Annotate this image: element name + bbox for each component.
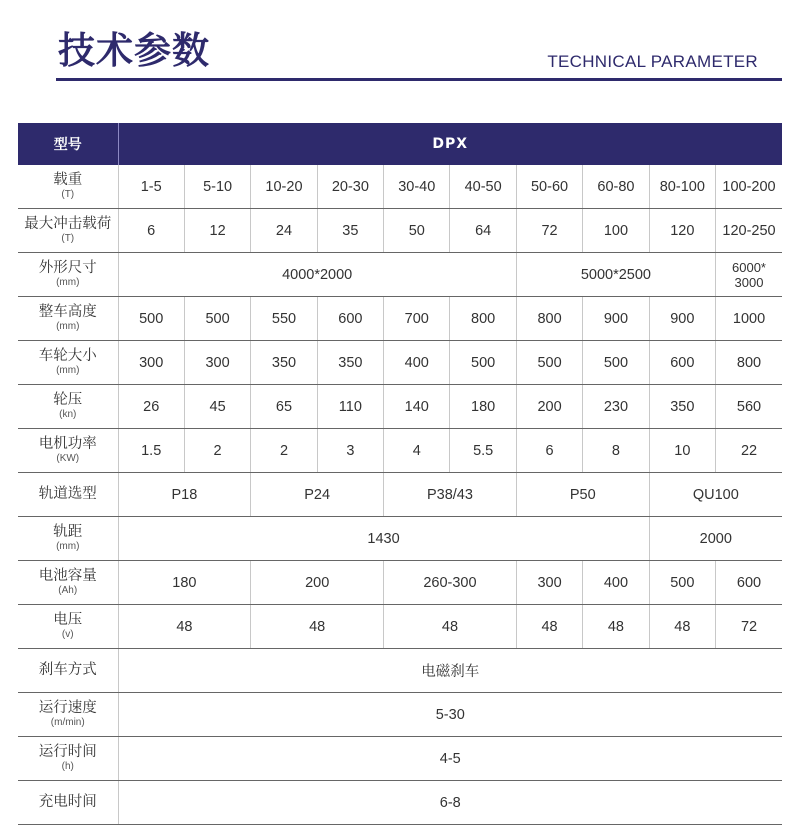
table-cell: 400: [583, 561, 649, 605]
row-label-unit: (T): [61, 233, 75, 244]
table-cell: 40-50: [450, 165, 516, 209]
table-cell: P50: [516, 473, 649, 517]
title-divider: [56, 78, 782, 81]
table-cell: 300: [118, 341, 184, 385]
table-cell: 300: [516, 561, 582, 605]
table-cell: 800: [716, 341, 782, 385]
table-cell: 6-8: [118, 781, 782, 825]
table-cell: 60-80: [583, 165, 649, 209]
table-cell: 100: [583, 209, 649, 253]
spec-table: [18, 123, 782, 825]
row-label-unit: (KW): [56, 453, 80, 464]
table-cell: 26: [118, 385, 184, 429]
table-cell: 20-30: [317, 165, 383, 209]
table-cell: 4-5: [118, 737, 782, 781]
table-cell: 2: [184, 429, 250, 473]
table-header-row: [18, 123, 782, 165]
row-label-unit: (mm): [56, 541, 80, 552]
table-cell: 500: [184, 297, 250, 341]
page-subtitle: TECHNICAL PARAMETER: [547, 52, 758, 71]
row-label: [18, 649, 118, 693]
row-label-text: 刹车方式: [38, 662, 97, 678]
row-label: [18, 253, 118, 297]
table-cell: 64: [450, 209, 516, 253]
table-cell: 电磁刹车: [118, 649, 782, 693]
table-cell: 500: [450, 341, 516, 385]
table-cell: 48: [649, 605, 715, 649]
row-label-text: 载重: [53, 172, 83, 188]
table-row-track-gauge: [18, 517, 782, 561]
row-label: [18, 693, 118, 737]
table-cell: 5-10: [184, 165, 250, 209]
table-cell: 6: [118, 209, 184, 253]
table-cell: 2000: [649, 517, 782, 561]
table-cell: P38/43: [384, 473, 517, 517]
table-row-voltage: [18, 605, 782, 649]
row-label-unit: (mm): [56, 365, 80, 376]
row-label: [18, 385, 118, 429]
table-cell: 3: [317, 429, 383, 473]
row-label-unit: (h): [61, 761, 74, 772]
table-cell: 48: [583, 605, 649, 649]
row-label: [18, 429, 118, 473]
table-cell: 50-60: [516, 165, 582, 209]
table-cell: 72: [516, 209, 582, 253]
row-label-text: 电压: [53, 612, 83, 628]
table-cell: 800: [516, 297, 582, 341]
table-cell: 65: [251, 385, 317, 429]
table-cell: 48: [251, 605, 384, 649]
table-cell: 8: [583, 429, 649, 473]
table-row-wheel-size: [18, 341, 782, 385]
table-cell: 35: [317, 209, 383, 253]
row-label-text: 轮压: [53, 392, 83, 408]
row-label-text: 车轮大小: [38, 348, 97, 364]
table-row-motor-power: [18, 429, 782, 473]
table-cell: 6: [516, 429, 582, 473]
table-cell: 5.5: [450, 429, 516, 473]
table-cell: 48: [384, 605, 517, 649]
table-cell: QU100: [649, 473, 782, 517]
table-cell: 12: [184, 209, 250, 253]
table-row-charge-time: [18, 781, 782, 825]
table-cell: 10: [649, 429, 715, 473]
table-cell: 22: [716, 429, 782, 473]
table-cell: 48: [118, 605, 251, 649]
table-cell: 500: [583, 341, 649, 385]
row-label-unit: (mm): [56, 321, 80, 332]
table-cell: 900: [583, 297, 649, 341]
table-cell: 1.5: [118, 429, 184, 473]
table-row-battery: [18, 561, 782, 605]
table-cell: 200: [251, 561, 384, 605]
table-cell: 180: [450, 385, 516, 429]
table-cell: 100-200: [716, 165, 782, 209]
row-label: [18, 517, 118, 561]
table-cell: 120: [649, 209, 715, 253]
table-cell: 200: [516, 385, 582, 429]
table-cell: 900: [649, 297, 715, 341]
table-cell: 1-5: [118, 165, 184, 209]
table-row-height: [18, 297, 782, 341]
table-cell: [716, 253, 782, 297]
row-label-text: 充电时间: [38, 794, 97, 810]
row-label-text: 运行时间: [38, 744, 97, 760]
table-cell: 350: [251, 341, 317, 385]
table-cell: P24: [251, 473, 384, 517]
table-cell: 72: [716, 605, 782, 649]
table-cell: 10-20: [251, 165, 317, 209]
row-label: [18, 297, 118, 341]
table-cell: 500: [118, 297, 184, 341]
table-cell: 550: [251, 297, 317, 341]
row-label: [18, 605, 118, 649]
cell-line: 3000: [734, 274, 764, 290]
table-cell: 1000: [716, 297, 782, 341]
row-label-text: 外形尺寸: [38, 260, 97, 276]
row-label-text: 整车高度: [38, 304, 97, 320]
row-label-unit: (kn): [59, 409, 77, 420]
table-cell: 4: [384, 429, 450, 473]
table-cell: 700: [384, 297, 450, 341]
table-cell: 5000*2500: [516, 253, 715, 297]
table-cell: 500: [516, 341, 582, 385]
row-label-unit: (Ah): [58, 585, 78, 596]
row-label-text: 轨道选型: [38, 486, 97, 502]
table-cell: 120-250: [716, 209, 782, 253]
row-label: [18, 561, 118, 605]
table-cell: P18: [118, 473, 251, 517]
row-label: [18, 781, 118, 825]
row-label: [18, 209, 118, 253]
row-label-text: 最大冲击载荷: [24, 216, 112, 232]
row-label-unit: (v): [61, 629, 74, 640]
header-label-cell: 型号: [18, 123, 118, 165]
table-cell: 140: [384, 385, 450, 429]
table-row-load: [18, 165, 782, 209]
table-cell: 110: [317, 385, 383, 429]
row-label-unit: (T): [61, 189, 75, 200]
table-cell: 230: [583, 385, 649, 429]
table-row-wheel-load: [18, 385, 782, 429]
row-label-unit: (m/min): [50, 717, 85, 728]
row-label-text: 电池容量: [38, 568, 97, 584]
row-label: [18, 473, 118, 517]
table-cell: 4000*2000: [118, 253, 516, 297]
row-label-unit: (mm): [56, 277, 80, 288]
table-cell: 24: [251, 209, 317, 253]
table-cell: 2: [251, 429, 317, 473]
table-cell: 50: [384, 209, 450, 253]
table-row-brake: [18, 649, 782, 693]
table-row-speed: [18, 693, 782, 737]
row-label-text: 电机功率: [38, 436, 97, 452]
table-cell: 260-300: [384, 561, 517, 605]
table-cell: 30-40: [384, 165, 450, 209]
table-cell: 1430: [118, 517, 649, 561]
table-cell: 560: [716, 385, 782, 429]
table-cell: 800: [450, 297, 516, 341]
row-label: [18, 165, 118, 209]
table-cell: 350: [649, 385, 715, 429]
table-cell: 5-30: [118, 693, 782, 737]
table-cell: 80-100: [649, 165, 715, 209]
table-cell: 600: [716, 561, 782, 605]
table-row-run-time: [18, 737, 782, 781]
table-cell: 600: [649, 341, 715, 385]
row-label-text: 轨距: [53, 524, 83, 540]
header-model-cell: DPX: [118, 123, 782, 165]
table-cell: 500: [649, 561, 715, 605]
row-label: [18, 737, 118, 781]
table-cell: 300: [184, 341, 250, 385]
table-row-max-impact: [18, 209, 782, 253]
table-row-dimensions: [18, 253, 782, 297]
table-cell: 350: [317, 341, 383, 385]
table-row-rail-type: [18, 473, 782, 517]
page-title: 技术参数: [58, 29, 210, 72]
table-cell: 600: [317, 297, 383, 341]
row-label-text: 运行速度: [38, 700, 97, 716]
table-cell: 180: [118, 561, 251, 605]
cell-line: 6000*: [732, 259, 766, 275]
table-cell: 48: [516, 605, 582, 649]
table-cell: 400: [384, 341, 450, 385]
table-cell: 45: [184, 385, 250, 429]
row-label: [18, 341, 118, 385]
